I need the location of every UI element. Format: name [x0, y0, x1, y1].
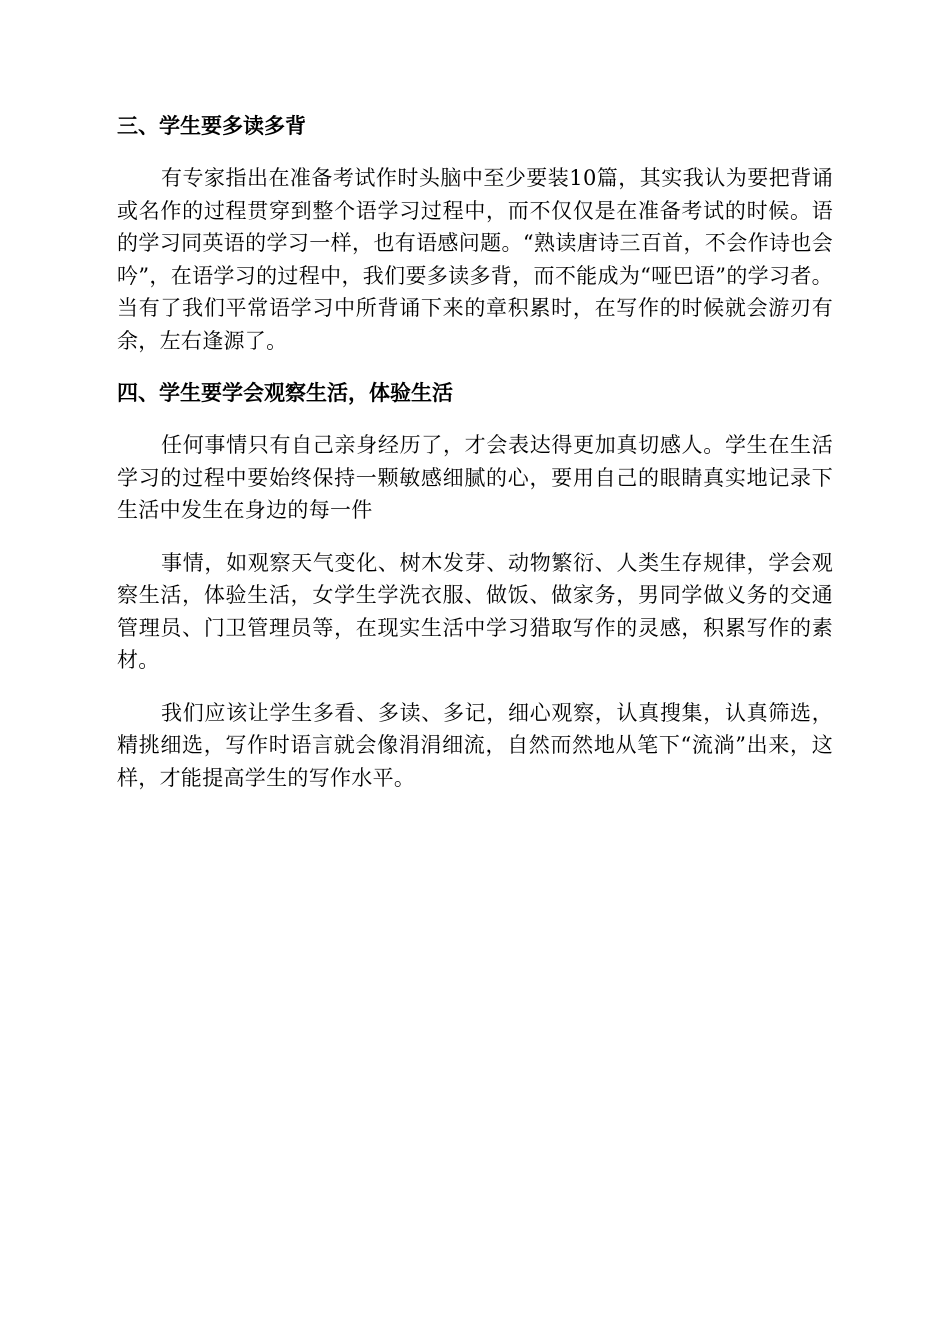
section-3-paragraph: 有专家指出在准备考试作时头脑中至少要装10篇，其实我认为要把背诵或名作的过程贯穿到整个语学习过程中，而不仅仅是在准备考试的时候。语的学习同英语的学习一样，也有语感问题。“熟读唐诗三百首，不会作诗也会吟”，在语学习的过程中，我们要多读多背，而不能成为“哑巴语”的学习者。当有了我们平常语学习中所背诵下来的章积累时，在写作的时候就会游刃有余，左右逢源了。 [117, 166, 833, 353]
section-4-paragraph-3: 我们应该让学生多看、多读、多记，细心观察，认真搜集，认真筛选，精挑细选，写作时语言就会像涓涓细流，自然而然地从笔下“流淌”出来，这样，才能提高学生的写作水平。 [117, 700, 833, 790]
section-4-paragraph-1: 任何事情只有自己亲身经历了，才会表达得更加真切感人。学生在生活学习的过程中要始终保持一颗敏感细腻的心，要用自己的眼睛真实地记录下生活中发生在身边的每一件 [117, 433, 833, 522]
section-4-paragraph-2: 事情，如观察天气变化、树木发芽、动物繁衍、人类生存规律，学会观察生活，体验生活，女学生学洗衣服、做饭、做家务，男同学做义务的交通管理员、门卫管理员等，在现实生活中学习猎取写作的灵感，积累写作的素材。 [117, 550, 833, 672]
section-3-heading: 三、学生要多读多背 [117, 114, 306, 138]
section-4-heading: 四、学生要学会观察生活，体验生活 [117, 381, 453, 405]
document-page [117, 110, 833, 794]
